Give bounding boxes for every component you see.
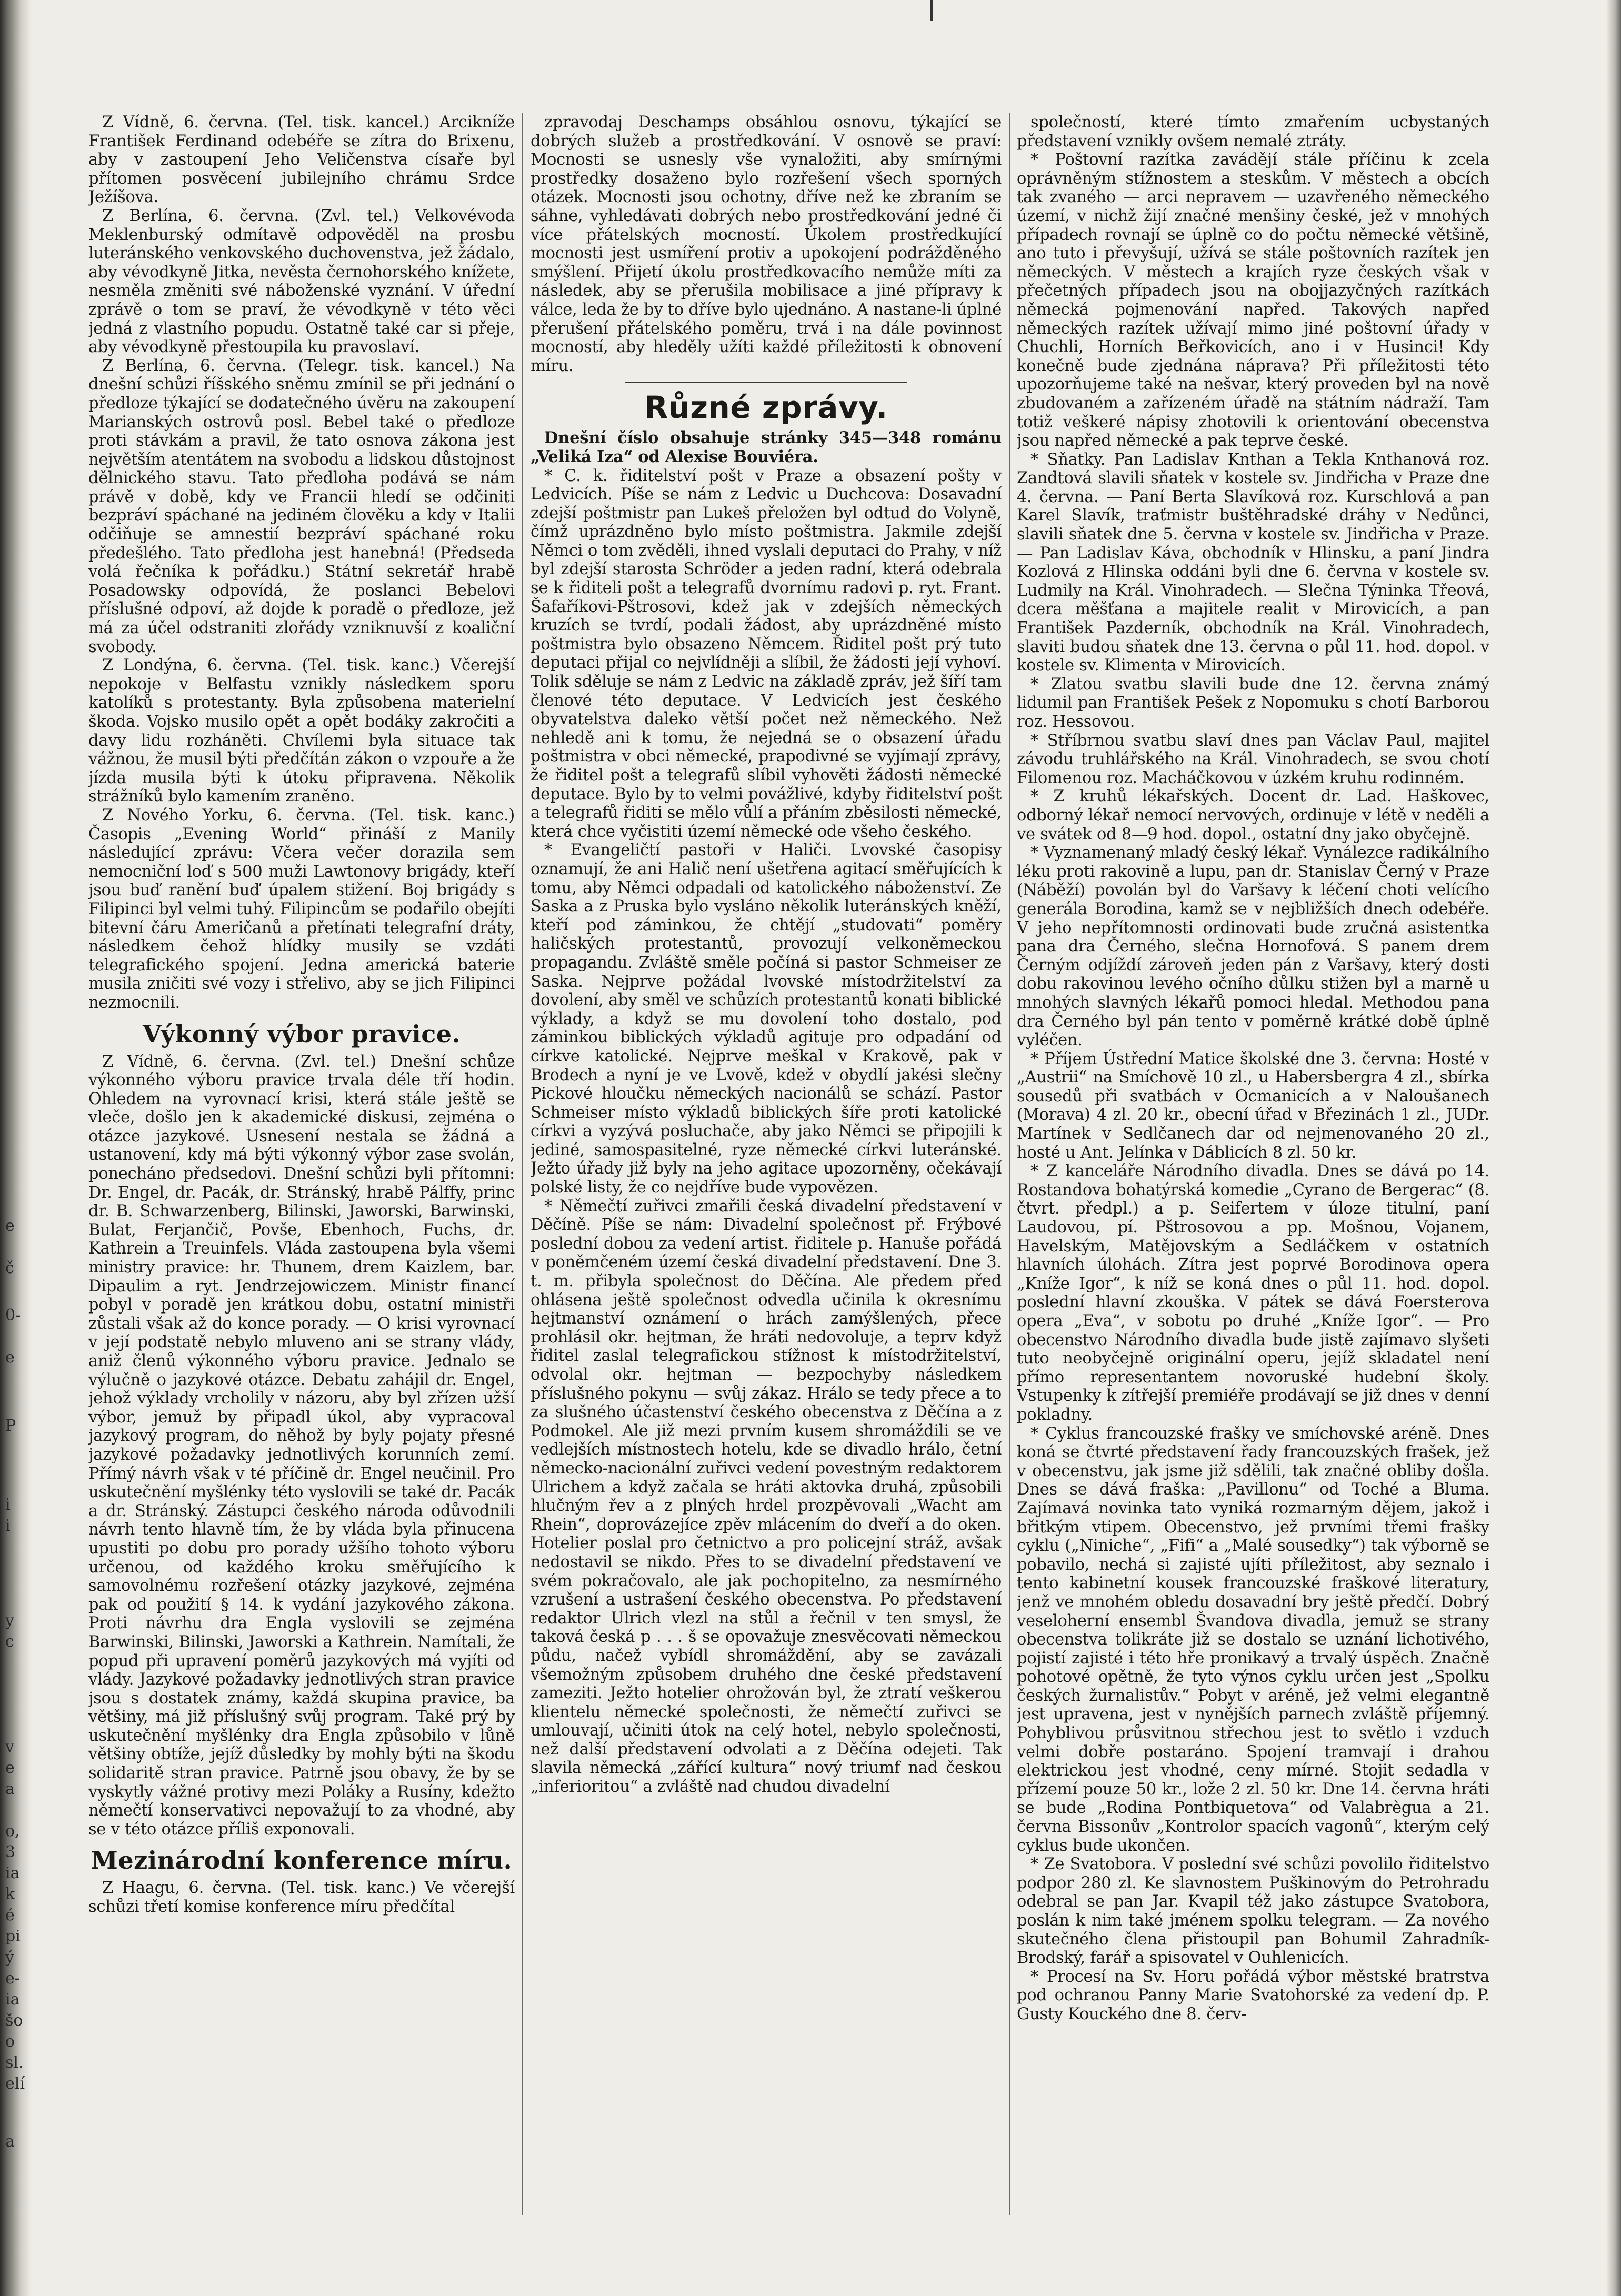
news-item: Z Berlína, 6. června. (Zvl. tel.) Velkovévoda Meklenburský odmítavě odpověděl na prosbu luteránského venkovského duchovenstva, jež žádalo, aby vévodkyně Jitka, nevěsta černohorského knížete, nesměla změniti své náboženské vyznání. V úřední zprávě o tom se praví, že vévodkyně v této věci jedná z vlastního popudu. Ostatně také car si přeje, aby vévodkyně přestoupila ku pravoslaví. [88,206,515,357]
news-item: * Vyznamenaný mladý český lékař. Vynálezce radikálního léku proti rakovině a lupu, pan dr. Stanislav Černý v Praze (Náběží) povolán byl do Varšavy k léčení choti velícího generála Borodina, kamž se v nejbližších dnech odebéře. V jeho nepřítomnosti ordinovati bude zručná asistentka pana dra Černého, slečna Hornofová. S panem drem Černým odjíždí zároveň jeden pán z Varšavy, který dosti dobu rakovinou levého očního důlku stižen byl a marně u mnohých slavných lékařů pomoci hledal. Methodou pana dra Černého byl pán tento v poměrně krátké době úplně vyléčen. [1017,844,1489,1050]
margin-fragment: e [5,1217,15,1235]
margin-fragment: ý [5,1948,14,1967]
news-item: Z Londýna, 6. června. (Tel. tisk. kanc.) Včerejší nepokoje v Belfastu vznikly následkem sporu katolíků s protestanty. Byla způsobena materielní škoda. Vojsko musilo opět a opět bodáky zakročiti a davy lidu rozháněti. Chvílemi byla situace tak vážnou, že musil býti předčítán zákon o vzpouře a že jízda musila býti k útoku připravena. Několik strážníků bylo kamením zraněno. [88,656,515,806]
column-middle [531,113,1002,2215]
news-item: * Zlatou svatbu slavili bude dne 12. června známý lidumil pan František Pešek z Nopomuku s chotí Barborou roz. Hessovou. [1017,675,1489,731]
margin-fragment: o [5,2032,15,2051]
margin-fragment: a [5,2132,15,2151]
margin-fragment: c [5,1632,14,1651]
news-item: Z Nového Yorku, 6. června. (Tel. tisk. kanc.) Časopis „Evening World“ přináší z Manily následující zprávu: Včera večer dorazila sem nemocniční loď s 500 muži Lawtonovy brigády, kteří jsou buď ranění buď úpalem stižení. Boj brigády s Filipinci byl velmi tuhý. Filipincům se podařilo obejíti bitevní čáru Američanů a přetínati telegrafní dráty, následkem čehož hlídky musily se vzdáti telegrafického spojení. Jedna americká baterie musila zničiti své vozy i střelivo, aby se jich Filipinci nezmocnili. [88,806,515,1012]
news-item: * Němečtí zuřivci zmařili česká divadelní představení v Děčíně. Píše se nám: Divadelní společnost př. Frýbové poslední dobou za vedení artist. řiditele p. Hanuše pořádá v poněmčeném území česká divadelní představení. Dne 3. t. m. přibyla společnost do Děčína. Ale předem před ohlásena ještě společnost odvedla učinila k okresnímu hejtmanství oznámení o hrách zamýšlených, přece prohlásil okr. hejtman, že hráti nedovoluje, a teprv když řiditel zaslal telegrafickou stížnost k místodržitelství, odvolal okr. hejtman — bezpochyby následkem příslušného pokynu — svůj zákaz. Hrálo se tedy přece a to za slušného účastenství českého obecenstva z Děčína a z Podmokel. Ale již mezi prvním kusem shromáždili se ve vedlejších místnostech hotelu, kde se divadlo hrálo, četní německo-nacionální zuřivci vedení povestným redaktorem Ulrichem a když začala se hráti aktovka druhá, způsobili hlučným řev a z plných hrdel prozpěvovali „Wacht am Rhein“, doprovázejíce zpěv mlácením do dveří a do oken. Hotelier poslal pro četnictvo a pro policejní stráž, avšak nedostavil se nikdo. Přes to se divadelní představení ve svém pokračovalo, ale jak pochopitelno, za nesmírného vzrušení a ustrašení českého obecenstva. Po představení redaktor Ulrich vlezl na stůl a řečnil v ten smysl, že taková česká p . . . š se opovažuje znesvěcovati německou půdu, načež vybídl shromáždění, aby se zavázali všemožným způsobem druhého dne české představení zameziti. Ježto hotelier ohrožován byl, že ztratí veškerou klientelu německé společnosti, že němečtí zuřivci se umlouvají, učiniti útok na celý hotel, nebylo společnosti, než další představení odvolati a z Děčína odejeti. Tak slavila německá „zářící kultura“ nový triumf nad českou „inferioritou“ a zvláště nad chudou divadelní [531,1197,1002,1797]
news-item: * Příjem Ústřední Matice školské dne 3. června: Hosté v „Austrii“ na Smíchově 10 zl., u Habersbergra 4 zl., sbírka sousedů při svatbách v Ocmanicích a v Naloušanech (Morava) 4 zl. 20 kr., obecní úřad v Březinách 1 zl., JUDr. Martínek v Sedlčanech dar od nejmenovaného 20 zl., hosté u Ant. Jelínka v Dáblicích 8 zl. 50 kr. [1017,1049,1489,1162]
margin-fragment: a [5,1780,15,1798]
section-heading: Různé zprávy. [644,389,888,426]
news-item: * Evangeličtí pastoři v Haliči. Lvovské časopisy oznamují, že ani Halič není ušetřena agitací směřujících k tomu, aby Němci odpadali od katolického náboženství. Ze Saska a z Pruska bylo vysláno několik luteránských kněží, kteří pod záminkou, že chtějí „studovati“ poměry haličských protestantů, provozují velkoněmeckou propagandu. Zvláště směle počíná si pastor Schmeiser ze Saska. Nejprve požádal lvovské místodržitelství za dovolení, aby směl ve schůzích protestantů konati biblické výklady, a když se mu dovolení toho dostalo, pod záminkou biblických výkladů agituje pro odpadání od církve katolické. Nejprve meškal v Krakově, pak v Brodech a nyní je ve Lvově, kdež v obydlí jakési slečny Pickové hloučku německých nacionálů se schází. Pastor Schmeiser místo výkladů biblických šíře proti katolické církvi a vyzývá posluchače, aby jako Němci se připojili k jediné, samospasitelné, ryze německé církvi luteránské. Ježto úřady již byly na jeho agitace upozorněny, očekávají polské listy, že co nejdříve bude vypovězen. [531,841,1002,1197]
column-left [88,113,515,2215]
margin-fragment: ia [5,1864,20,1882]
margin-fragment: sl. [5,2053,24,2072]
column-right [1017,113,1489,2215]
news-item: zpravodaj Deschamps obsáhlou osnovu, týkající se dobrých služeb a prostředkování. V osnově se praví: Mocnosti se usnesly vše vynaložiti, aby smírnými prostředky dosaženo bylo rozřešení všech sporných otázek. Mocnosti jsou ochotny, dříve než ke zbraním se sáhne, vyhledávati dobrých nebo prostředkování jedné či více přátelských mocností. Úkolem prostředkující mocnosti jest usmíření protiv a upokojení podrážděného smýšlení. Přijetí úkolu prostředkovacího nemůže míti za následek, aby se přerušila mobilisace a jiné přípravy k válce, leda že by to dříve bylo ujednáno. A nastane-li úplné přerušení přátelského poměru, trvá i na dále povinnost mocností, aby hleděly užíti každé příležitosti k obnovení míru. [531,113,1002,375]
margin-fragment: 3 [5,1843,16,1861]
news-item: * Z kanceláře Národního divadla. Dnes se dává po 14. Rostandova bohatýrská komedie „Cyrano de Bergerac“ (8. čtvrt. předpl.) a p. Seifertem v úloze titulní, paní Laudovou, pí. Pštrosovou a pp. Mošnou, Vojanem, Havelským, Matějovským a Sedláčkem v ostatních hlavních úlohách. Zítra jest poprvé Borodinova opera „Kníže Igor“, k níž se koná dnes o půl 11. hod. dopol. poslední hlavní zkouška. V pátek se dává Foersterova opera „Eva“, v sobotu po druhé „Kníže Igor“. — Pro obecenstvo Národního divadla bude jistě zajímavo slyšeti tuto neobyčejně originální operu, jejíž skladatel není přímo representantem novoruské hudební školy. Vstupenky k zítřejší premiéře prodávají se již dnes v denní pokladny. [1017,1162,1489,1424]
margin-fragment: pi [5,1927,21,1946]
margin-fragment: 0- [5,1306,21,1325]
margin-fragment: ia [5,1990,20,2009]
margin-fragment: e- [5,1969,20,1988]
news-item: * Poštovní razítka zavádějí stále příčinu k zcela oprávněným stížnostem a steskům. V městech a obcích tak zvaného — arci nepravem — uzavřeného německého území, v nichž žijí značné menšiny české, jež v mnohých případech rovnají se úplně co do počtu německé většině, ano tuto i převyšují, užívá se stále poštovních razítek jen německých. V městech a krajích ryze českých však v přečetných případech jsou na obojjazyčných razítkách německá pojmenování napřed. Takových napřed německých razítek užívají mimo jiné poštovní úřady v Chuchli, Horních Beřkovicích, ano i v Husinci! Kdy konečně bude zjednána náprava? Při příležitosti této upozorňujeme také na nešvar, který proveden byl na nově zbudovaném a zařízeném úřadě na státním nádraží. Tam totiž veškeré nápisy zhotovili k orientování obecenstva jsou napřed německé a pak teprve české. [1017,151,1489,450]
margin-fragment: P [5,1417,16,1435]
top-mark [930,0,933,21]
page-edge [1606,0,1621,2296]
news-item: * Cyklus francouzské frašky ve smíchovské aréně. Dnes koná se čtvrté představení řady francouzských frašek, jež v obecenstvu, jak jsme již sdělili, tak značné obliby došla. Dnes se dává fraška: „Pavillonu“ od Toché a Bluma. Zajímavá novinka tato vyniká rozmarným dějem, jakož i břitkým vtipem. Obecenstvo, jež prvními třemi frašky cyklu („Niniche“, „Fifi“ a „Malé sousedky“) tak výborně se pobavilo, nechá si zajisté ujíti příležitost, aby seznalo i tento kabinetní kousek francouzské fraškové literatury, jenž ve mnohém obledu dosavadní bry ještě předčí. Dobrý veseloherní ensembl Švandova divadla, jemuž se strany obecenstva tolikráte již se dostalo se uznání lichotivého, pojistí zajisté i této hře pronikavý a trvalý úspěch. Značně pohotové opětně, že tyto výnos cyklu určen jest „Spolku českých žurnalistův.“ Pobyt v aréně, jež velmi elegantně jest upravena, jest v nynějších parnech zvláště příjemný. Pohyblivou průsvitnou střechou jest to světlo i vzduch velmi dobře postaráno. Spojení tramvají i drahou elektrickou jest vhodné, ceny mírné. Stojit sedadla v přízemí pouze 50 kr., lože 2 zl. 50 kr. Dne 14. června hráti se bude „Rodina Pontbiquetova“ od Valabrègua a 21. června Bissonův „Kontrolor spacích vagonů“, kterým celý cyklus bude ukončen. [1017,1424,1489,1855]
news-item: * C. k. řiditelství pošt v Praze a obsazení pošty v Ledvicích. Píše se nám z Ledvic u Duchcova: Dosavadní zdejší poštmistr pan Lukeš přeložen byl odtud do Volyně, čímž uprázdněno bylo místo poštmistra. Jakmile zdejší Němci o tom zvěděli, ihned vyslali deputaci do Prahy, v níž byl zdejší starosta Schröder a jeden radní, která odebrala se k řiditeli pošt a telegrafů dvornímu radovi p. ryt. Frant. Šafaříkovi-Pštrosovi, kdež jak v zdejších německých kruzích se tvrdí, podali žádost, aby uprázdněné místo poštmistra bylo obsazeno Němcem. Řiditel pošt prý tuto deputaci přijal co nejvlídněji a slíbil, že žádosti její vyhoví. Tolik sděluje se nám z Ledvic na základě zpráv, jež šíří tam členové této deputace. V Ledvicích jest českého obyvatelstva daleko větší počet než německého. Než nehledě ani k tomu, že nejedná se o obsazení úřadu poštmistra v obci německé, prapodivné se vyjímají zprávy, že řiditel pošt a telegrafů slíbil vyhověti žádosti německé deputace. Bylo by to velmi povážlivé, kdyby řiditelství pošt a telegrafů řiditi se mělo vůlí a přáním zběsilosti německé, která chce vyčistiti území německé ode všeho českého. [531,466,1002,841]
column-rule [1009,113,1010,2215]
news-item: * Sňatky. Pan Ladislav Knthan a Tekla Knthanová roz. Zandtová slavili sňatek v kostele sv. Jindřicha v Praze dne 4. června. — Paní Berta Slavíková roz. Kurschlová a pan Karel Slavík, traťmistr buštěhradské dráhy v Nedůnci, slavili sňatek dne 5. června v kostele sv. Jindřicha v Praze. — Pan Ladislav Káva, obchodník v Hlinsku, a paní Jindra Kozlová z Hlinska oddáni byli dne 6. června v kostele sv. Ludmily na Král. Vinohradech. — Slečna Týninka Třeová, dcera měšťana a majitele realit v Mirovicích, a pan František Pazderník, obchodník na Král. Vinohradech, slaviti budou sňatek dne 13. června o půl 11. hod. dopol. v kostele sv. Klimenta v Mirovicích. [1017,450,1489,675]
news-item: * Z kruhů lékařských. Docent dr. Lad. Haškovec, odborný lékař nemocí nervových, ordinuje v létě v neděli a ve svátek od 8—9 hod. dopol., ostatní dny jako obyčejně. [1017,787,1489,844]
section-intro: Dnešní číslo obsahuje stránky 345—348 románu „Veliká Iza“ od Alexise Bouviéra. [531,428,1002,466]
section-divider [625,382,907,383]
margin-fragment: o, [5,1822,20,1840]
margin-fragment: é [5,1906,15,1924]
margin-fragment: šo [5,2011,23,2030]
margin-fragment: e [5,1348,15,1367]
margin-fragment: elí [5,2074,25,2093]
news-item: * Ze Svatobora. V poslední své schůzi povolilo řiditelstvo podpor 280 zl. Ke slavnostem Puškinovým do Petrohradu odebral se pan Jar. Kvapil též jako zástupce Svatobora, poslán k nim také jménem spolku telegram. — Za nového skutečného člena přistoupil pan Bohumil Zahradník-Brodský, farář a spisovatel v Ouhlenicích. [1017,1855,1489,1968]
margin-fragment: k [5,1885,15,1903]
news-item: Z Haagu, 6. června. (Tel. tisk. kanc.) Ve včerejší schůzi třetí komise konference míru předčítal [88,1879,515,1917]
news-item: Z Berlína, 6. června. (Telegr. tisk. kancel.) Na dnešní schůzi říšského sněmu zmínil se při jednání o předloze týkající se dodatečného úvěru na zakoupení Marianských ostrovů posl. Bebel také o předloze proti stávkám a pravil, že tato osnova zákona jest největším atentátem na svobodu a lidskou důstojnost dělnického stavu. Tato předloha podává se nám právě v době, kdy ve Francii hledí se odčiniti bezpráví spáchané na jediném člověku a kdy v Italii odčiňuje se amnestií bezpráví spáchané roku předešlého. Tato předloha jest hanebná! (Předseda volá řečníka k pořádku.) Státní sekretář hrabě Posadowsky odpovídá, že poslanci Bebelovi příslušné odpoví, až dojde k poradě o předloze, jež má za účel odstraniti zlořády vzniknuvší z koaliční svobody. [88,356,515,656]
margin-fragment: e [5,1759,15,1777]
margin-fragment: č [5,1259,14,1277]
margin-fragment: y [5,1611,14,1630]
column-rule [522,113,523,2215]
margin-fragment: v [5,1738,14,1756]
margin-fragment: i [5,1517,11,1535]
news-item: společností, které tímto zmařením ucbystaných představení vznikly ovšem nemalé ztráty. [1017,113,1489,151]
news-item: Z Vídně, 6. června. (Tel. tisk. kancel.) Arcikníže František Ferdinand odebéře se zítra do Brixenu, aby v zastoupení Jeho Veličenstva císaře byl přítomen posvěcení jubilejního chrámu Srdce Ježíšova. [88,113,515,207]
news-item: * Stříbrnou svatbu slaví dnes pan Václav Paul, majitel závodu truhlářského na Král. Vinohradech, se svou chotí Filomenou roz. Macháčkovou v úzkém kruhu rodinném. [1017,731,1489,787]
margin-fragment: i [5,1496,11,1514]
section-heading: Výkonný výbor pravice. [143,1019,461,1048]
news-item: Z Vídně, 6. června. (Zvl. tel.) Dnešní schůze výkonného výboru pravice trvala déle tří hodin. Ohledem na vyrovnací krisi, která stále ještě se vleče, došlo jen k akademické diskusi, zejména o otázce jazykové. Usnesení nestala se žádná a ustanovení, kdy má býti výkonný výbor zase svolán, ponecháno předsedovi. Dnešní schůzi byli přítomni: Dr. Engel, dr. Pacák, dr. Stránský, hrabě Pálffy, princ dr. B. Schwarzenberg, Bilinski, Jaworski, Barwinski, Bulat, Ferjančič, Povše, Ebenhoch, Fuchs, dr. Kathrein a Treuinfels. Vláda zastoupena byla všemi ministry pravice: hr. Thunem, drem Kaizlem, bar. Dipaulim a ryt. Jendrzejowiczem. Ministr financí pobyl v poradě jen krátkou dobu, ostatní ministři zůstali však až do konce porady. — O krisi vyrovnací v její podstatě nebylo mluveno ani se strany vlády, aniž členů výkonného výboru pravice. Jednalo se výlučně o jazykové otázce. Debatu zahájil dr. Engel, jehož výklady vrcholily v názoru, aby byl zřízen užší výbor, jemuž by připadl úkol, aby vypracoval jazykový program, do něhož by byly pojaty přesné jazykové požadavky jednotlivých korunních zemí. Přímý návrh však v té příčině dr. Engel neučinil. Pro uskutečnění myšlénky této vyslovili se také dr. Pacák a dr. Stránský. Zástupci českého národa odůvodnili návrh tento hlavně tím, že by vláda byla přinucena upustiti po dobu pro porady užšího tohoto výboru určenou, od každého kroku směřujícího k samovolnému rozřešení otázky jazykové, zejména pak od použití § 14. k vydání jazykového zákona. Proti návrhu dra Engla vyslovili se zejména Barwinski, Bilinski, Jaworski a Kathrein. Namítali, že popud při upravení poměrů jazykových má vyjíti od vlády. Jazykové požadavky jednotlivých stran pravice jsou s dostatek známy, každá skupina pravice, ba většiny, má již příslušný svůj program. Také prý by uskutečnění myšlénky dra Engla způsobilo v lůně většiny obtíže, jejíž důsledky by mohly býti na škodu solidaritě stran pravice. Patrně jsou obavy, že by se vyskytly vážné protivy mezi Poláky a Rusíny, kdežto němečtí konservativci nepovažují to za vhodné, aby se v této otázce příliš exponovali. [88,1052,515,1839]
section-heading: Mezinárodní konference míru. [91,1846,513,1875]
news-item: * Procesí na Sv. Horu pořádá výbor městské bratrstva pod ochranou Panny Marie Svatohorské za vedení dp. P. Gusty Kouckého dne 8. červ- [1017,1967,1489,2023]
